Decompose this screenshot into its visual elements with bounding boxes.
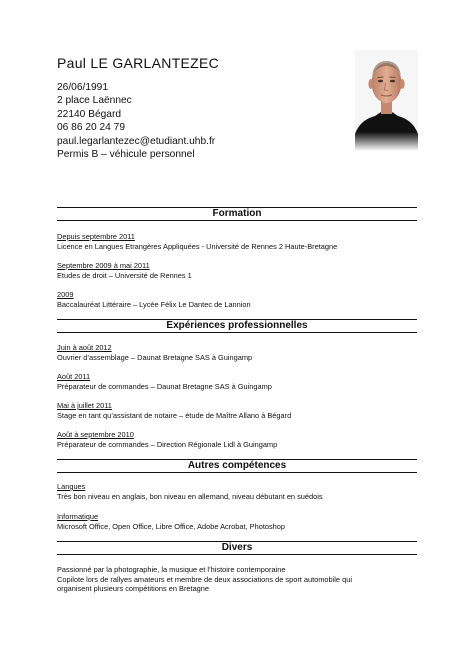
competence-entry — [57, 512, 285, 531]
entry-description: Très bon niveau en anglais, bon niveau en allemand, niveau débutant en suédois — [57, 491, 323, 501]
contact-info — [57, 81, 215, 161]
divers-text — [57, 565, 352, 594]
entry-date: 2009 — [57, 290, 74, 299]
entry-description: Microsoft Office, Open Office, Libre Office, Adobe Acrobat, Photoshop — [57, 521, 286, 531]
entry-date: Août à septembre 2010 — [57, 430, 134, 439]
entry-description: Préparateur de commandes – Direction Régionale Lidl à Guingamp — [57, 439, 278, 449]
entry-date: Juin à août 2012 — [57, 343, 112, 352]
section-competences: Autres compétences — [57, 459, 417, 473]
entry-date: Mai à juillet 2011 — [57, 401, 112, 410]
divers-line: Passionné par la photographie, la musique et l’histoire contemporaine — [57, 565, 286, 574]
formation-entry — [57, 232, 337, 251]
divers-line: organisent plusieurs compétitions en Bretagne — [57, 584, 210, 594]
address-street: 2 place Laënnec — [57, 95, 132, 107]
address-city: 22140 Bégard — [57, 108, 122, 120]
entry-description: Licence en Langues Etrangères Appliquées - Université de Rennes 2 Haute-Bretagne — [57, 241, 338, 251]
profile-photo — [355, 50, 418, 151]
birth-date: 26/06/1991 — [57, 82, 108, 93]
experience-entry — [57, 372, 272, 391]
person-portrait-icon — [355, 50, 418, 151]
entry-heading: Langues — [57, 482, 86, 491]
divers-line: Copilote lors de rallyes amateurs et membre de deux associations de sport automobile qui — [57, 574, 352, 584]
entry-description: Ouvrier d’assemblage – Daunat Bretagne SAS à Guingamp — [57, 352, 253, 362]
formation-entry — [57, 261, 192, 280]
entry-date: Septembre 2009 à mai 2011 — [57, 261, 150, 270]
entry-description: Etudes de droit – Université de Rennes 1 — [57, 270, 192, 280]
experience-entry — [57, 401, 291, 420]
candidate-name: Paul LE GARLANTEZEC — [57, 55, 220, 71]
entry-description: Baccalauréat Littéraire – Lycée Félix Le Dantec de Lannion — [57, 299, 251, 309]
email-address: paul.legarlantezec@etudiant.uhb.fr — [57, 135, 216, 147]
section-formation: Formation — [57, 207, 417, 221]
entry-description: Préparateur de commandes – Daunat Bretagne SAS à Guingamp — [57, 381, 272, 391]
experience-entry — [57, 430, 277, 449]
competence-entry — [57, 482, 323, 501]
section-divers: Divers — [57, 541, 417, 555]
entry-description: Stage en tant qu’assistant de notaire – étude de Maître Allano à Bégard — [57, 410, 292, 420]
formation-entry — [57, 290, 251, 309]
section-experiences: Expériences professionnelles — [57, 319, 417, 333]
entry-date: Depuis septembre 2011 — [57, 232, 135, 241]
phone-number: 06 86 20 24 79 — [57, 122, 125, 134]
entry-heading: Informatique — [57, 512, 99, 521]
driving-licence: Permis B – véhicule personnel — [57, 149, 195, 161]
experience-entry — [57, 343, 252, 362]
entry-date: Août 2011 — [57, 372, 91, 381]
